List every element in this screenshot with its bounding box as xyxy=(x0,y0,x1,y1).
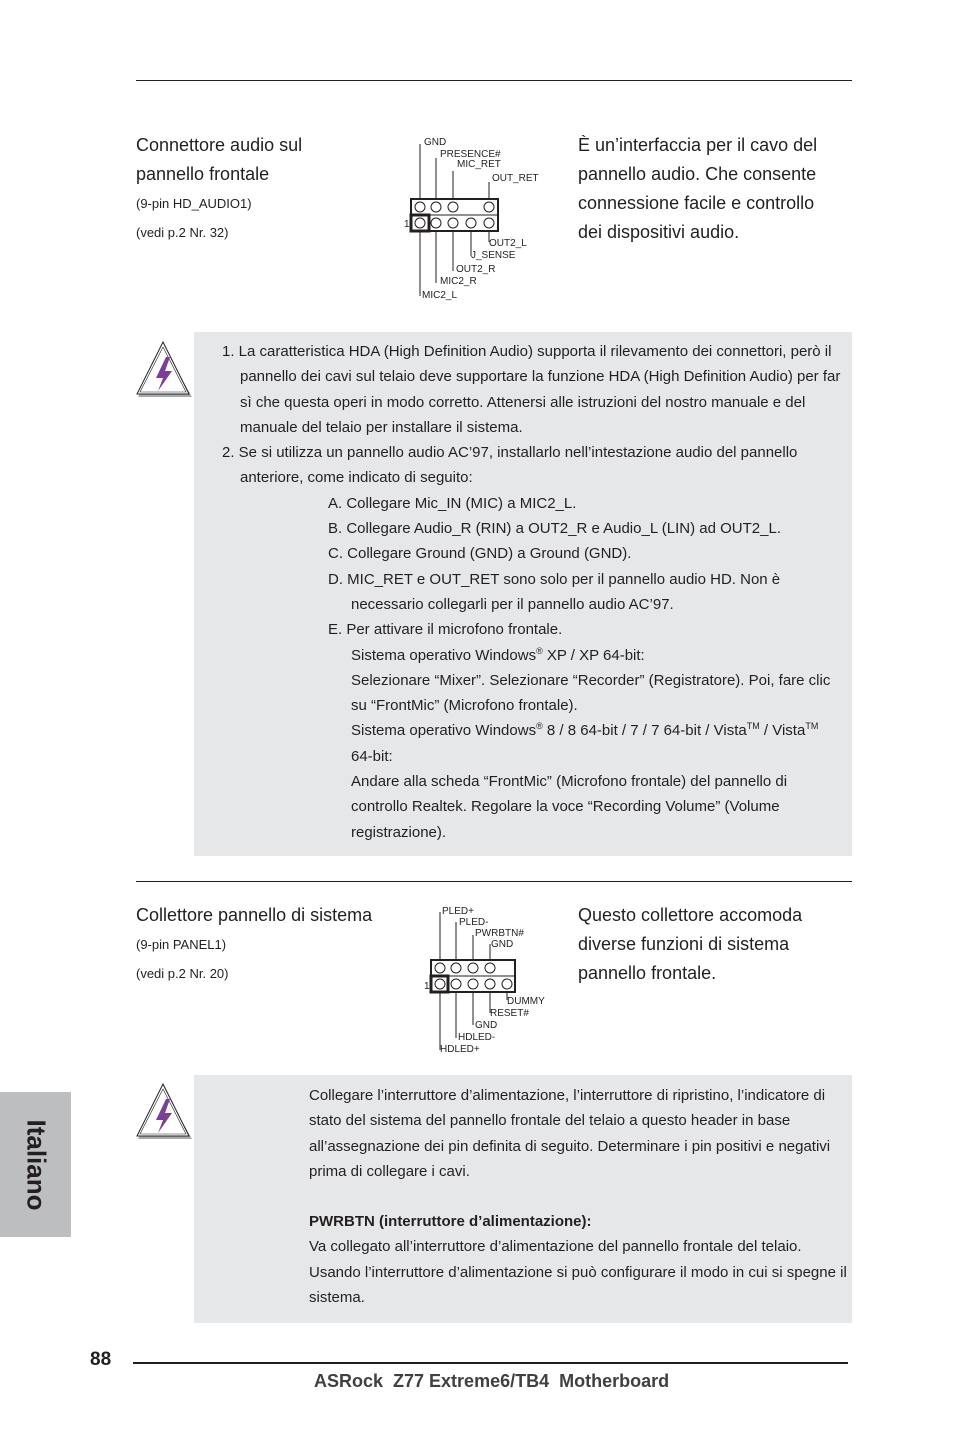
audio-desc-line: pannello audio. Che consente xyxy=(578,164,817,184)
audio-label-out2-l: OUT2_L xyxy=(489,238,527,249)
note-sublist xyxy=(222,491,844,845)
panel-label-pwrbtn: PWRBTN# xyxy=(475,928,524,939)
audio-label-mic2-l: MIC2_L xyxy=(422,290,458,301)
audio-pin-label: (9-pin HD_AUDIO1) xyxy=(136,196,252,211)
panel-title: Collettore pannello di sistema xyxy=(136,905,373,925)
note-item: 2. Se si utilizza un pannello audio AC’97, installarlo nell’intestazione audio del pannello anteriore, come indicato di seguito: xyxy=(222,444,798,487)
audio-label-presence: PRESENCE# xyxy=(440,149,501,160)
audio-title-line2: pannello frontale xyxy=(136,164,270,184)
panel-label-gnd-top: GND xyxy=(491,939,514,950)
panel-label-pled-plus: PLED+ xyxy=(442,906,474,917)
note-item: 1. La caratteristica HDA (High Definition Audio) supporta il rilevamento dei connettori, però il pannello dei cavi sul telaio deve supportare la funzione HDA (High Definition Audio) per far sì che questa operi in modo corretto. Attenersi alle istruzioni del nostro manuale e del manuale del telaio per installare il sistema. xyxy=(222,343,841,436)
audio-label-out-ret: OUT_RET xyxy=(492,173,539,184)
audio-header-diagram xyxy=(398,128,548,306)
os2-heading xyxy=(351,718,844,769)
os1-text: Selezionare “Mixer”. Selezionare “Recorder” (Registratore). Poi, fare clic su “FrontMic” (Microfono frontale). xyxy=(351,671,831,715)
panel-desc-line: diverse funzioni di sistema xyxy=(578,934,790,954)
note-panel-content xyxy=(309,1083,851,1310)
language-label: Italiano xyxy=(21,1118,51,1211)
note-subitem: E. Per attivare il microfono frontale. xyxy=(328,621,563,639)
footer-rule xyxy=(133,1362,848,1364)
note-subitem: A. Collegare Mic_IN (MIC) a MIC2_L. xyxy=(328,494,577,512)
note-box-panel xyxy=(194,1075,852,1323)
panel-header-info xyxy=(136,901,406,988)
note-box-audio xyxy=(194,332,852,856)
panel-label-gnd-bottom: GND xyxy=(475,1020,498,1031)
spacer xyxy=(309,1184,851,1209)
os2-heading-text: Sistema operativo Windows xyxy=(351,722,537,740)
panel-description xyxy=(578,901,858,988)
panel-label-hdled-plus: HDLED+ xyxy=(440,1044,480,1055)
os-instructions xyxy=(328,643,844,845)
audio-label-mic-ret: MIC_RET xyxy=(457,159,501,170)
audio-desc-line: connessione facile e controllo xyxy=(578,193,815,213)
os2-heading-vista: / Vista xyxy=(759,722,806,740)
section-rule xyxy=(136,881,852,882)
panel-ref: (vedi p.2 Nr. 20) xyxy=(136,966,229,981)
top-rule xyxy=(136,80,852,81)
panel-desc-line: pannello frontale. xyxy=(578,963,717,983)
footer-title: ASRock Z77 Extreme6/TB4 Motherboard xyxy=(314,1371,670,1391)
panel-desc-line: Questo collettore accomoda xyxy=(578,905,803,925)
os1-heading-versions: XP / XP 64-bit: xyxy=(542,646,645,664)
registered-mark: ® xyxy=(536,721,543,732)
audio-label-j-sense: J_SENSE xyxy=(471,250,516,261)
trademark-mark: TM xyxy=(746,721,760,732)
warning-icon xyxy=(136,1083,196,1141)
panel-label-hdled-minus: HDLED- xyxy=(458,1032,496,1043)
registered-mark: ® xyxy=(536,645,543,656)
panel-pin-label: (9-pin PANEL1) xyxy=(136,937,227,952)
trademark-mark: TM xyxy=(805,721,819,732)
audio-title-line1: Connettore audio sul xyxy=(136,135,303,155)
note-subitem: C. Collegare Ground (GND) a Ground (GND). xyxy=(328,545,632,563)
language-side-tab xyxy=(0,1092,71,1237)
pwrbtn-text: Va collegato all’interruttore d’alimentazione del pannello frontale del telaio. Usando l’interruttore d’alimentazione si può configurare il modo in cui si spegne il sistema. xyxy=(309,1238,847,1307)
note-subitem: D. MIC_RET e OUT_RET sono solo per il pannello audio HD. Non è necessario collegarli per il pannello audio AC’97. xyxy=(328,570,781,613)
audio-label-mic2-r: MIC2_R xyxy=(440,276,477,287)
note-panel-paragraph: Collegare l’interruttore d’alimentazione, l’interruttore di ripristino, l’indicatore di stato del sistema del pannello frontale del telaio a questo header in base all’assegnazione dei pin definita di seguito. Determinare i pin positivi e negativi prima di collegare i cavi. xyxy=(309,1087,831,1180)
panel-header-diagram xyxy=(418,900,558,1056)
audio-pin1-label: 1 xyxy=(404,219,410,230)
panel-label-dummy: DUMMY xyxy=(507,996,545,1007)
os1-heading-text: Sistema operativo Windows xyxy=(351,646,537,664)
note-subitem: B. Collegare Audio_R (RIN) a OUT2_R e Audio_L (LIN) ad OUT2_L. xyxy=(328,520,781,538)
os2-text: Andare alla scheda “FrontMic” (Microfono frontale) del pannello di controllo Realtek. Regolare la voce “Recording Volume” (Volume registrazione). xyxy=(351,773,788,841)
pwrbtn-heading: PWRBTN (interruttore d’alimentazione): xyxy=(309,1213,592,1231)
audio-label-gnd: GND xyxy=(424,137,447,148)
audio-description xyxy=(578,131,858,247)
audio-desc-line: È un’interfaccia per il cavo del xyxy=(578,135,818,155)
page-number: 88 xyxy=(90,1349,112,1370)
os2-heading-versions: 8 / 8 64-bit / 7 / 7 64-bit / Vista xyxy=(542,722,747,740)
panel-label-pled-minus: PLED- xyxy=(459,917,489,928)
audio-desc-line: dei dispositivi audio. xyxy=(578,222,740,242)
panel-pin1-label: 1 xyxy=(424,981,430,992)
audio-ref: (vedi p.2 Nr. 32) xyxy=(136,225,229,240)
audio-label-out2-r: OUT2_R xyxy=(456,264,496,275)
warning-icon xyxy=(136,341,196,399)
os2-heading-bits: 64-bit: xyxy=(351,747,393,765)
panel-label-reset: RESET# xyxy=(490,1008,529,1019)
os1-heading xyxy=(351,643,844,668)
audio-connector-info xyxy=(136,131,396,247)
note-audio-content xyxy=(222,339,844,845)
